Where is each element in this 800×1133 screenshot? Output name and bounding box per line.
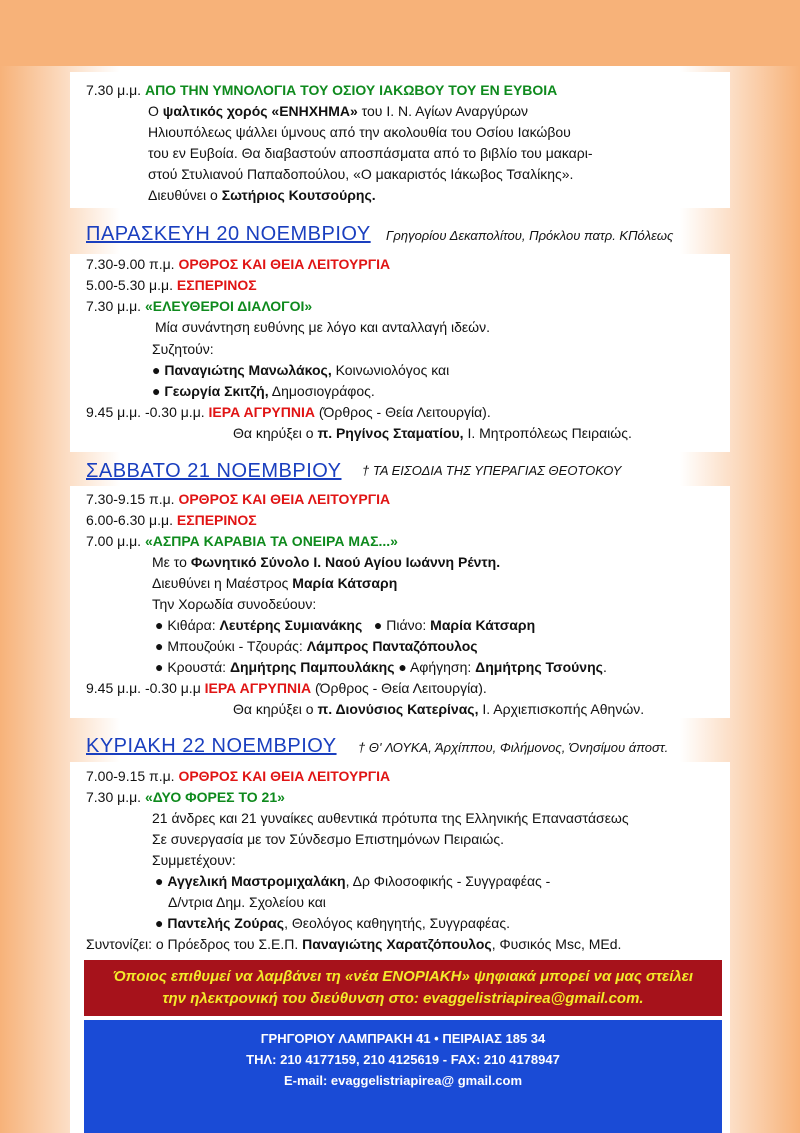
musician-item: ● Κρουστά: Δημήτρης Παμπουλάκης ● Αφήγηση: Δημήτρης Τσούνης. xyxy=(155,659,607,675)
event-line: 7.30 μ.μ. «ΔΥΟ ΦΟΡΕΣ ΤΟ 21» xyxy=(86,789,285,805)
event-desc: Με το Φωνητικό Σύνολο Ι. Ναού Αγίου Ιωάννη Ρέντη. xyxy=(152,554,501,570)
event-line: 7.30-9.00 π.μ. ΟΡΘΡΟΣ ΚΑΙ ΘΕΙΑ ΛΕΙΤΟΥΡΓΙΑ xyxy=(86,256,391,272)
event-desc: Συμμετέχουν: xyxy=(152,852,236,868)
event-line: 7.30 μ.μ. ΑΠΟ ΤΗΝ ΥΜΝΟΛΟΓΙΑ ΤΟΥ ΟΣΙΟΥ ΙΑΚΩΒΟΥ ΤΟΥ ΕΝ ΕΥΒΟΙΑ xyxy=(86,82,558,98)
speaker-item: ● Παναγιώτης Μανωλάκος, Κοινωνιολόγος και xyxy=(152,362,450,378)
event-desc: Ο ψαλτικός χορός «ΕΝΗΧΗΜΑ» του Ι. Ν. Αγίων Αναργύρων xyxy=(148,103,529,119)
notice-line: Όποιος επιθυμεί να λαμβάνει τη «νέα ΕΝΟΡΙΑΚΗ» ψηφιακά μπορεί να μας στείλει xyxy=(112,968,694,985)
notice-line: την ηλεκτρονική του διεύθυνση στο: evaggelistriapirea@gmail.com. xyxy=(162,990,644,1007)
address: ΓΡΗΓΟΡΙΟΥ ΛΑΜΠΡΑΚΗ 41 • ΠΕΙΡΑΙΑΣ 185 34 xyxy=(260,1031,546,1046)
day-title-saturday: ΣΑΒΒΑΤΟ 21 ΝΟΕΜΒΡΙΟΥ xyxy=(86,460,342,482)
event-desc: Ηλιουπόλεως ψάλλει ύμνους από την ακολουθία του Οσίου Ιακώβου xyxy=(148,124,571,140)
feast-sunday: † Θ' ΛΟΥΚΑ, Άρχίππου, Φιλήμονος, Όνησίμου άποστ. xyxy=(358,740,669,755)
digital-subscription-notice xyxy=(84,960,722,1016)
event-desc: Σε συνεργασία με τον Σύνδεσμο Επιστημόνων Πειραιώς. xyxy=(152,831,504,847)
email: E-mail: evaggelistriapirea@ gmail.com xyxy=(283,1073,523,1088)
event-line: 9.45 μ.μ. -0.30 μ.μ ΙΕΡΑ ΑΓΡΥΠΝΙΑ (Όρθρος - Θεία Λειτουργία). xyxy=(86,680,487,696)
event-desc: 21 άνδρες και 21 γυναίκες αυθεντικά πρότυπα της Ελληνικής Επαναστάσεως xyxy=(152,810,629,826)
participant-item: ● Παντελής Ζούρας, Θεολόγος καθηγητής, Συγγραφέας. xyxy=(155,915,511,931)
event-desc: Διευθύνει ο Σωτήριος Κουτσούρης. xyxy=(148,187,376,203)
event-desc: Διευθύνει η Μαέστρος Μαρία Κάτσαρη xyxy=(152,575,398,591)
event-line: 7.00 μ.μ. «ΑΣΠΡΑ ΚΑΡΑΒΙΑ ΤΑ ΟΝΕΙΡΑ ΜΑΣ...» xyxy=(86,533,398,549)
feast-friday: Γρηγορίου Δεκαπολίτου, Πρόκλου πατρ. ΚΠόλεως xyxy=(386,228,674,243)
event-line: 7.00-9.15 π.μ. ΟΡΘΡΟΣ ΚΑΙ ΘΕΙΑ ΛΕΙΤΟΥΡΓΙΑ xyxy=(86,768,391,784)
event-desc: Την Χορωδία συνοδεύουν: xyxy=(152,596,317,612)
day-title-sunday: ΚΥΡΙΑΚΗ 22 ΝΟΕΜΒΡΙΟΥ xyxy=(86,735,337,757)
event-desc: του εν Ευβοία. Θα διαβαστούν αποσπάσματα από το βιβλίο του μακαρι- xyxy=(148,145,593,161)
coordinator-line: Συντονίζει: ο Πρόεδρος του Σ.Ε.Π. Παναγιώτης Χαρατζόπουλος, Φυσικός Msc, MEd. xyxy=(86,936,622,952)
event-line: 7.30 μ.μ. «ΕΛΕΥΘΕΡΟΙ ΔΙΑΛΟΓΟΙ» xyxy=(86,298,313,314)
top-orange-band xyxy=(0,0,800,66)
preacher-line: Θα κηρύξει ο π. Ρηγίνος Σταματίου, Ι. Μητροπόλεως Πειραιώς. xyxy=(233,425,632,441)
contact-footer xyxy=(84,1020,722,1133)
musician-item: ● Μπουζούκι - Τζουράς: Λάμπρος Πανταζόπουλος xyxy=(155,638,478,654)
phones: ΤΗΛ: 210 4177159, 210 4125619 - FAX: 210 4178947 xyxy=(246,1052,560,1067)
feast-saturday: † ΤΑ ΕΙΣΟΔΙΑ ΤΗΣ ΥΠΕΡΑΓΙΑΣ ΘΕΟΤΟΚΟΥ xyxy=(362,463,622,478)
day-title-friday: ΠΑΡΑΣΚΕΥΗ 20 ΝΟΕΜΒΡΙΟΥ xyxy=(86,223,371,245)
event-desc: στού Στυλιανού Παπαδοπούλου, «Ο μακαριστός Ιάκωβος Τσαλίκης». xyxy=(148,166,574,182)
event-line: 9.45 μ.μ. -0.30 μ.μ. ΙΕΡΑ ΑΓΡΥΠΝΙΑ (Όρθρος - Θεία Λειτουργία). xyxy=(86,404,491,420)
event-line: 5.00-5.30 μ.μ. ΕΣΠΕΡΙΝΟΣ xyxy=(86,277,257,293)
musician-item: ● Κιθάρα: Λευτέρης Συμιανάκης ● Πιάνο: Μαρία Κάτσαρη xyxy=(155,617,536,633)
preacher-line: Θα κηρύξει ο π. Διονύσιος Κατερίνας, Ι. Αρχιεπισκοπής Αθηνών. xyxy=(233,701,645,717)
participant-item: ● Αγγελική Μαστρομιχαλάκη, Δρ Φιλοσοφικής - Συγγραφέας - xyxy=(155,873,551,889)
speaker-item: ● Γεωργία Σκιτζή, Δημοσιογράφος. xyxy=(152,383,375,399)
participant-item-cont: Δ/ντρια Δημ. Σχολείου και xyxy=(168,894,326,910)
event-line: 7.30-9.15 π.μ. ΟΡΘΡΟΣ ΚΑΙ ΘΕΙΑ ΛΕΙΤΟΥΡΓΙΑ xyxy=(86,491,391,507)
event-desc: Συζητούν: xyxy=(152,341,214,357)
event-line: 6.00-6.30 μ.μ. ΕΣΠΕΡΙΝΟΣ xyxy=(86,512,257,528)
event-desc: Μία συνάντηση ευθύνης με λόγο και ανταλλαγή ιδεών. xyxy=(155,319,490,335)
